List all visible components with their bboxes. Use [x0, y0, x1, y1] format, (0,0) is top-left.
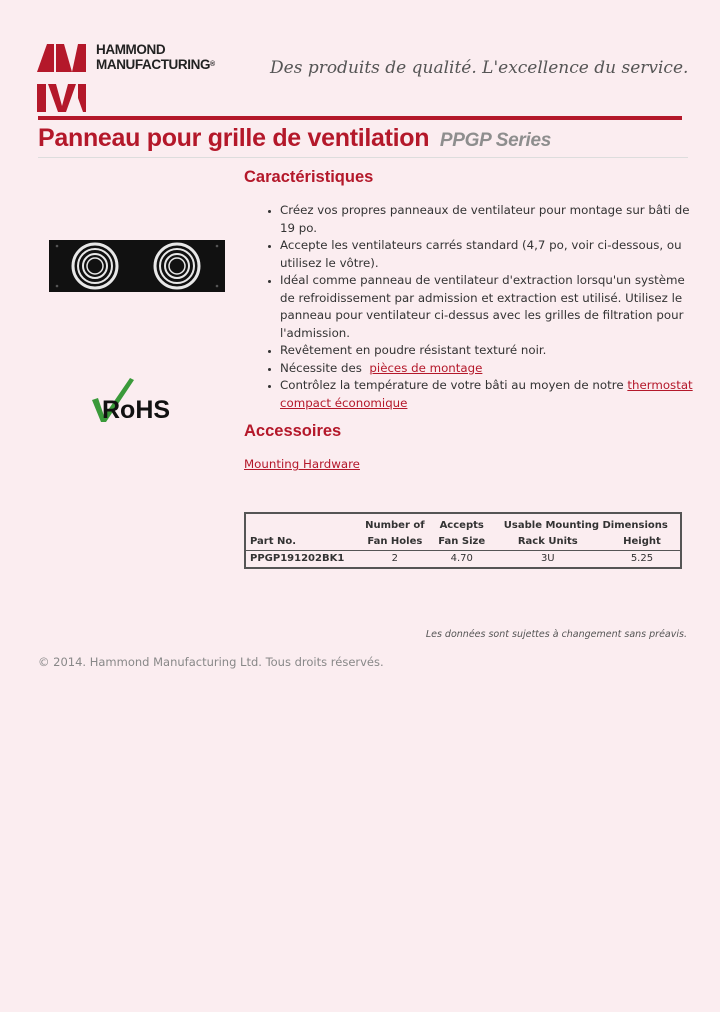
list-item-text: Contrôlez la température de votre bâti au moyen de notre: [280, 378, 624, 392]
column-header-part-no: Part No.: [245, 533, 358, 551]
logo-line-1: HAMMOND: [96, 42, 166, 57]
column-header-fan-size: Fan Size: [432, 533, 492, 551]
logo-line-2: MANUFACTURING: [96, 57, 211, 72]
rohs-logo-text: RoHS: [102, 396, 171, 422]
column-group-accepts: Accepts: [439, 519, 484, 531]
list-item: [280, 377, 700, 412]
page-title-main: Panneau pour grille de ventilation: [38, 124, 430, 152]
features-list: [262, 202, 700, 412]
features-heading: Caractéristiques: [244, 168, 374, 186]
fan-holes-cell: 2: [391, 553, 399, 564]
table-group-header-row: [245, 513, 681, 533]
header-divider: [38, 116, 682, 120]
registered-mark: ®: [210, 61, 215, 68]
disclaimer: Les données sont sujettes à changement sans préavis.: [425, 629, 687, 640]
page-title: [38, 124, 551, 153]
column-header-rack-units: Rack Units: [492, 533, 604, 551]
thermostat-link[interactable]: thermostat compact économique: [280, 378, 693, 410]
rohs-logo: [90, 376, 190, 422]
list-item: • Accepte les ventilateurs carrés standard (4,7 po, voir ci-dessous, ou utilisez le vôtre).: [280, 237, 700, 272]
product-image-fan-panel: [49, 238, 225, 294]
accessories-heading: Accessoires: [244, 422, 342, 440]
column-header-fan-holes: Fan Holes: [358, 533, 432, 551]
column-group-usable-mounting: Usable Mounting Dimensions: [503, 519, 668, 531]
list-item: • Idéal comme panneau de ventilateur d'extraction lorsqu'un système de refroidissement par admission et extraction est utilisé. Utilisez le panneau pour ventilateur ci-dessus avec les grilles de filtration pour l'admission.: [280, 272, 700, 342]
title-divider: [38, 157, 688, 158]
tagline: Des produits de qualité. L'excellence du service.: [270, 58, 689, 78]
list-item: [280, 360, 700, 378]
rack-units-cell: 3U: [540, 553, 555, 564]
column-header-height: Height: [604, 533, 681, 551]
page-title-series: PPGP Series: [439, 130, 552, 151]
column-group-number-of: Number of: [365, 519, 425, 531]
table-row: [245, 551, 681, 569]
part-number-cell: PPGP191202BK1: [250, 553, 345, 564]
table-header-row: [245, 533, 681, 551]
mounting-hardware-link[interactable]: Mounting Hardware: [244, 457, 360, 471]
logo-wordmark: [96, 42, 215, 72]
copyright: © 2014. Hammond Manufacturing Ltd. Tous droits réservés.: [38, 655, 384, 669]
page-header: [0, 0, 720, 120]
list-item-text: Nécessite des: [280, 360, 362, 375]
fan-size-cell: 4.70: [450, 553, 473, 564]
list-item: • Revêtement en poudre résistant texturé noir.: [280, 342, 700, 360]
height-cell: 5.25: [630, 553, 654, 564]
list-item: • Créez vos propres panneaux de ventilateur pour montage sur bâti de 19 po.: [280, 202, 700, 237]
hammond-logo[interactable]: [37, 42, 237, 114]
spec-table: [244, 512, 682, 569]
hammond-logo-icon: [37, 42, 89, 114]
mounting-parts-link[interactable]: pièces de montage: [369, 360, 483, 375]
